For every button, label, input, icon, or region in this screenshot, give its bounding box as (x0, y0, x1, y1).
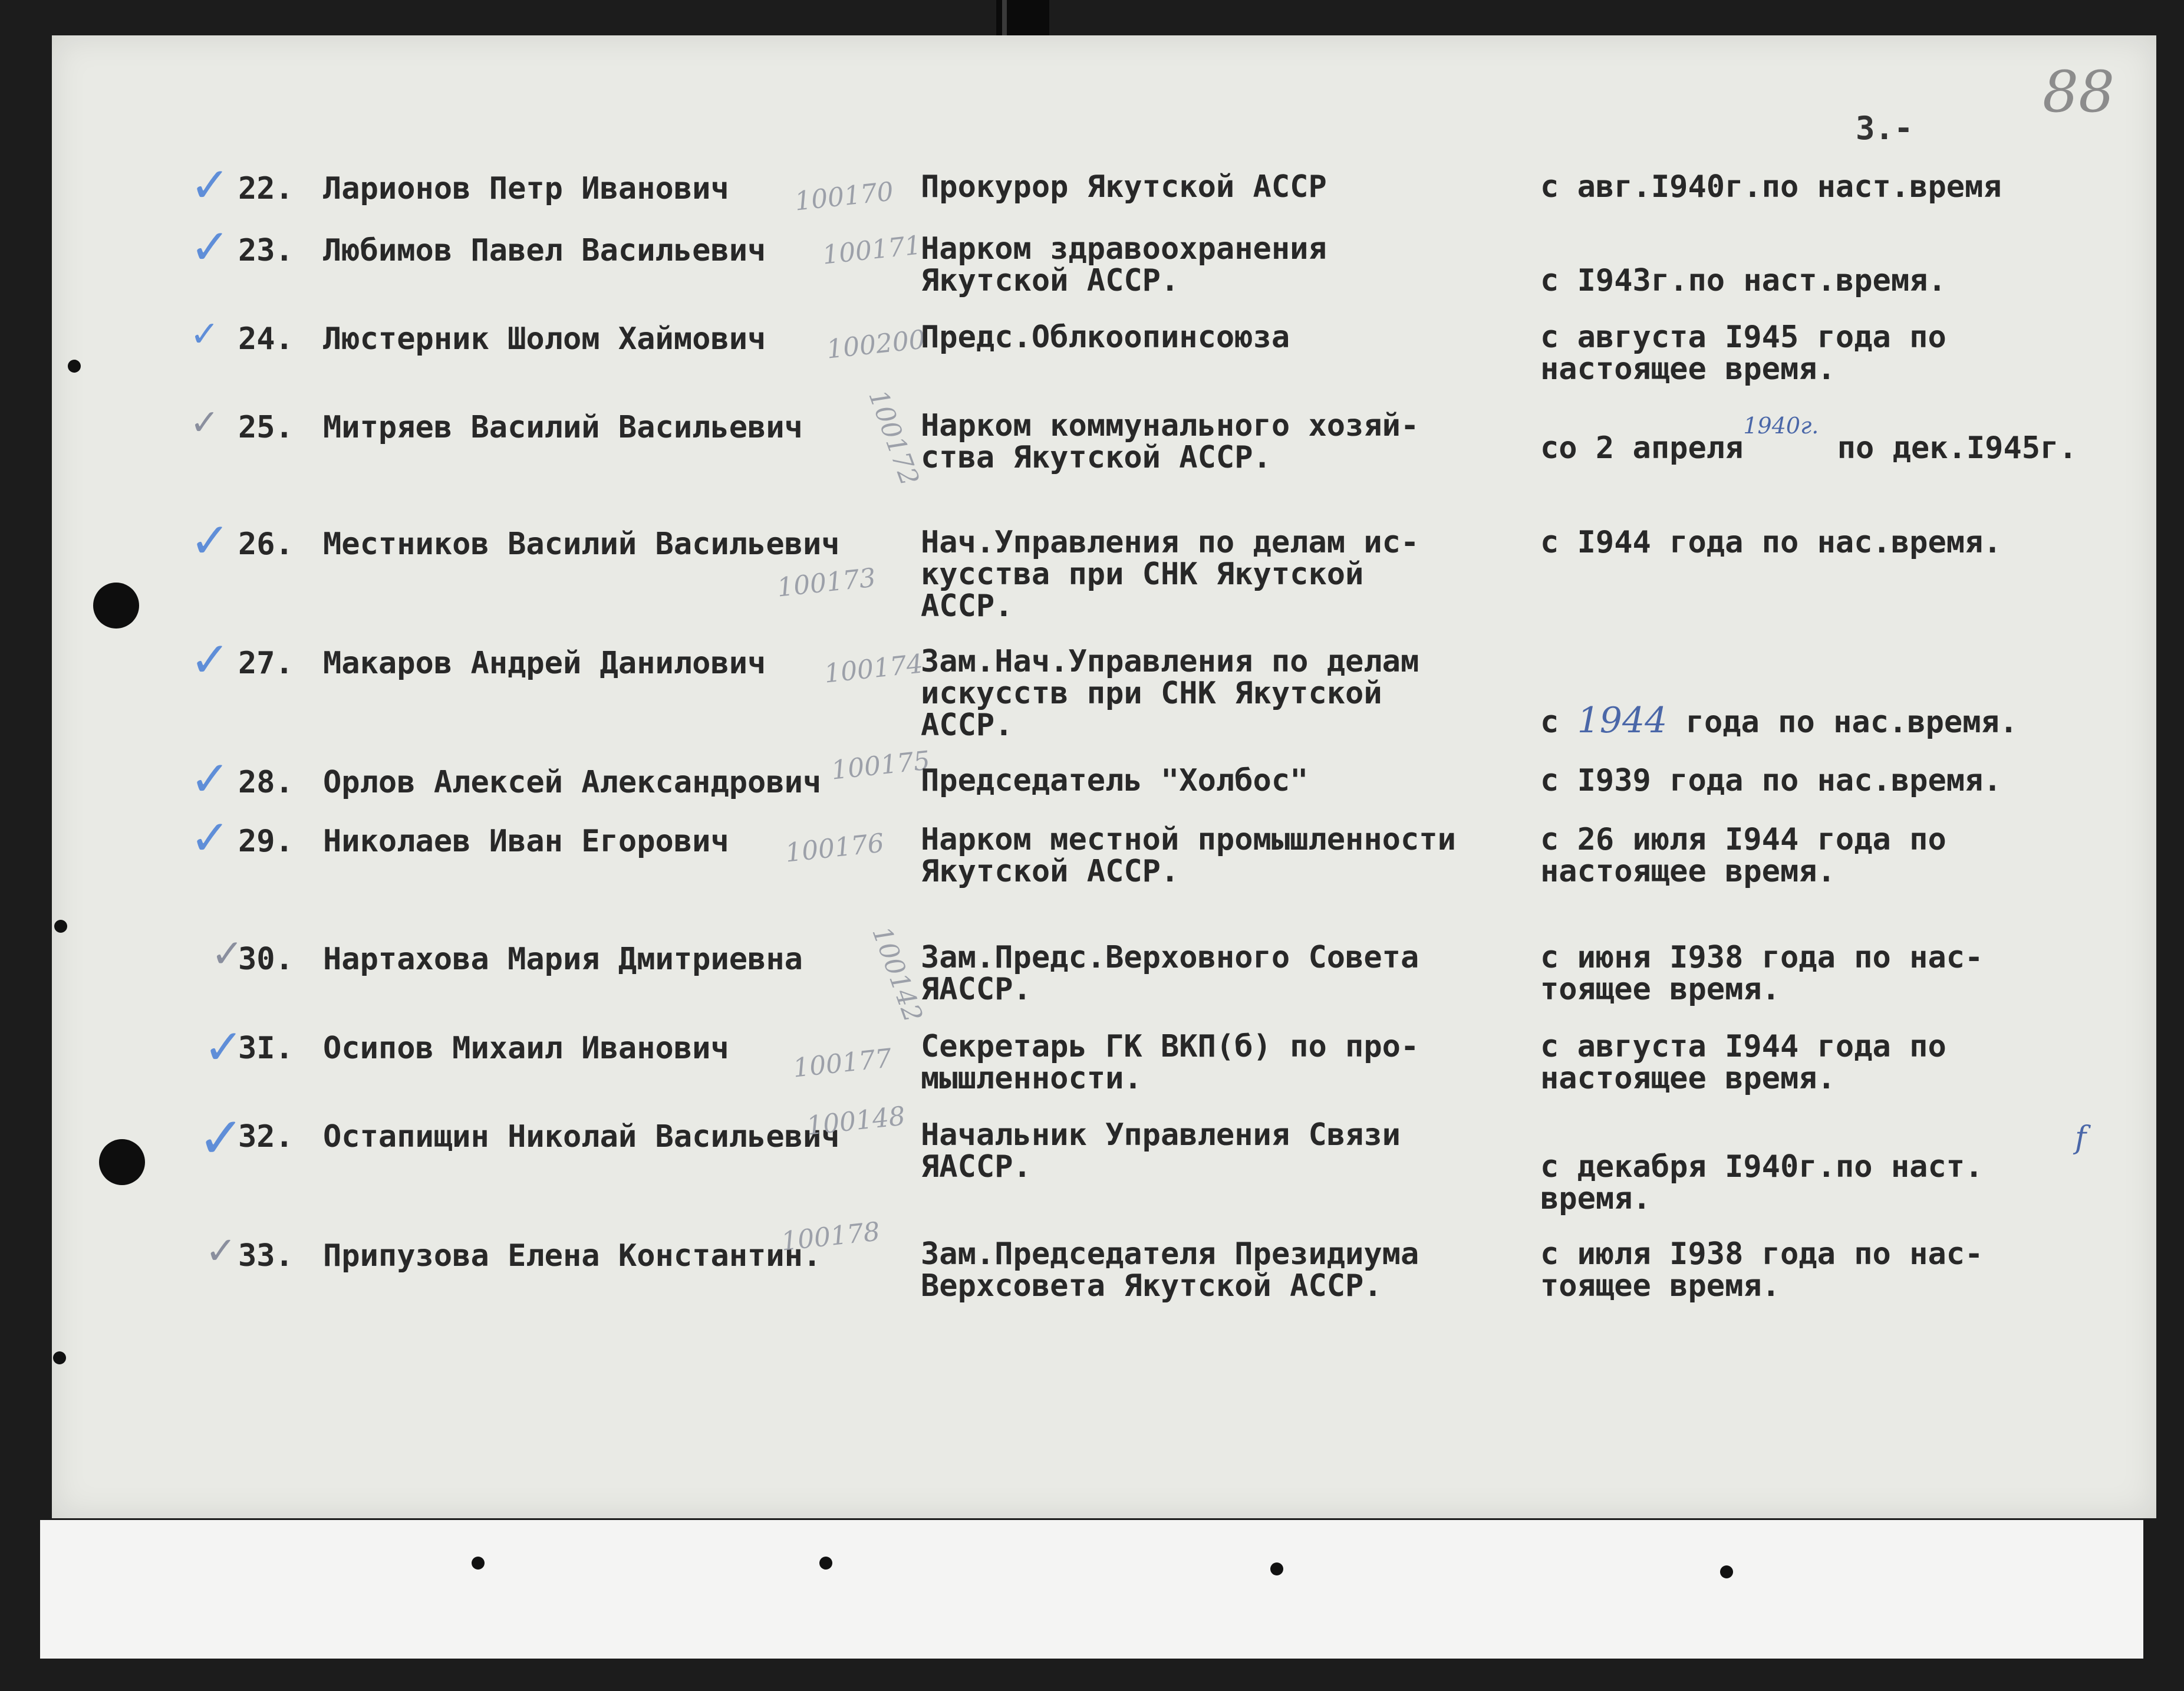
archive-code: 100171 (821, 230, 923, 271)
entry-number: 24. (238, 321, 294, 357)
position-title: Нарком коммунального хозяй- ства Якутской АССР. (921, 408, 1419, 475)
check-mark-icon: ✓ (190, 157, 230, 213)
entry-number: 23. (238, 233, 294, 268)
position-title: Зам.Нач.Управления по делам искусств при СНК Якутской АССР. (921, 644, 1419, 743)
period-before: со 2 апреля (1540, 430, 1744, 466)
entry-number: 29. (238, 824, 294, 859)
person-name: Остапищин Николай Васильевич (323, 1119, 840, 1154)
position-title: Секретарь ГК ВКП(б) по про- мышленности. (921, 1029, 1419, 1096)
entry-number: 28. (238, 765, 294, 800)
check-mark-icon: ✓ (190, 314, 220, 355)
entry-number: 27. (238, 646, 294, 681)
person-name: Любимов Павел Васильевич (323, 233, 766, 268)
archive-code: 100200 (825, 324, 927, 365)
archive-code: 100177 (791, 1043, 894, 1084)
position-title: Зам.Председателя Президиума Верхсовета Якутской АССР. (921, 1236, 1419, 1304)
entry-number: 25. (238, 410, 294, 445)
page-number: 3.- (1856, 110, 1913, 147)
tenure-period: с I939 года по нас.время. (1540, 763, 2002, 798)
check-mark-icon: ✓ (190, 219, 230, 275)
person-name: Припузова Елена Константин. (323, 1238, 822, 1274)
archive-code: 100175 (829, 745, 932, 786)
entry-number: 26. (238, 527, 294, 562)
tenure-period: с декабря I940г.по наст. время. (1540, 1149, 1984, 1216)
margin-mark: f (2075, 1120, 2087, 1156)
handwritten-insert: 1944 (1577, 700, 1668, 741)
position-title: Предс.Облкоопинсоюза (921, 320, 1290, 355)
entry-number: 30. (238, 942, 294, 977)
person-name: Осипов Михаил Иванович (323, 1031, 729, 1066)
archive-code: 100148 (805, 1101, 907, 1141)
check-mark-icon: ✓ (197, 1105, 245, 1171)
archive-code: 100174 (822, 649, 925, 689)
period-after: по дек.I945г. (1819, 430, 2077, 466)
archive-code: 100170 (793, 176, 895, 217)
tenure-period (1540, 410, 2077, 464)
person-name: Орлов Алексей Александрович (323, 765, 822, 800)
person-name: Нартахова Мария Дмитриевна (323, 942, 803, 977)
tenure-period: с 26 июля I944 года по настоящее время. (1540, 822, 1946, 889)
position-title: Нач.Управления по делам ис- кусства при СНК Якутской АССР. (921, 525, 1419, 624)
period-after: года по нас.время. (1667, 705, 2018, 740)
person-name: Николаев Иван Егорович (323, 824, 729, 859)
tenure-period: с авг.I940г.по наст.время (1540, 169, 2002, 205)
check-mark-icon: ✓ (190, 632, 230, 688)
archive-code: 100173 (775, 562, 878, 603)
position-title: Начальник Управления Связи ЯАССР. (921, 1117, 1401, 1185)
entry-number: 22. (238, 171, 294, 206)
position-title: Прокурор Якутской АССР (921, 169, 1327, 205)
check-mark-icon: ✓ (203, 1019, 244, 1075)
person-name: Митряев Василий Васильевич (323, 410, 803, 445)
tenure-period: с I944 года по нас.время. (1540, 525, 2002, 560)
archive-code: 100178 (779, 1216, 882, 1257)
position-title: Нарком местной промышленности Якутской АССР. (921, 822, 1456, 889)
period-before: с (1540, 705, 1577, 740)
archive-code: 100172 (862, 386, 925, 490)
tenure-period (1540, 700, 2018, 741)
entry-number: 3I. (238, 1031, 294, 1066)
tenure-period: с I943г.по наст.время. (1540, 263, 1946, 298)
position-title: Зам.Предс.Верховного Совета ЯАССР. (921, 940, 1419, 1007)
handwritten-insert: 1940г. (1743, 413, 1819, 439)
person-name: Местников Василий Васильевич (323, 527, 840, 562)
check-mark-icon: ✓ (190, 402, 220, 443)
check-mark-icon: ✓ (205, 1229, 237, 1273)
tenure-period: с июля I938 года по нас- тоящее время. (1540, 1236, 1984, 1304)
check-mark-icon: ✓ (211, 931, 244, 976)
archive-code: 100142 (866, 922, 928, 1027)
archive-code: 100176 (783, 828, 886, 868)
check-mark-icon: ✓ (190, 513, 230, 569)
check-mark-icon: ✓ (190, 810, 230, 866)
person-name: Люстерник Шолом Хаймович (323, 321, 766, 357)
entry-number: 33. (238, 1238, 294, 1274)
position-title: Председатель "Холбос" (921, 763, 1309, 798)
entry-number: 32. (238, 1119, 294, 1154)
person-name: Макаров Андрей Данилович (323, 646, 766, 681)
position-title: Нарком здравоохранения Якутской АССР. (921, 231, 1327, 298)
check-mark-icon: ✓ (190, 751, 230, 807)
person-name: Ларионов Петр Иванович (323, 171, 729, 206)
archive-sheet-number: 88 (2043, 59, 2115, 125)
tenure-period: с августа I944 года по настоящее время. (1540, 1029, 1946, 1096)
tenure-period: с августа I945 года по настоящее время. (1540, 320, 1946, 387)
tenure-period: с июня I938 года по нас- тоящее время. (1540, 940, 1984, 1007)
